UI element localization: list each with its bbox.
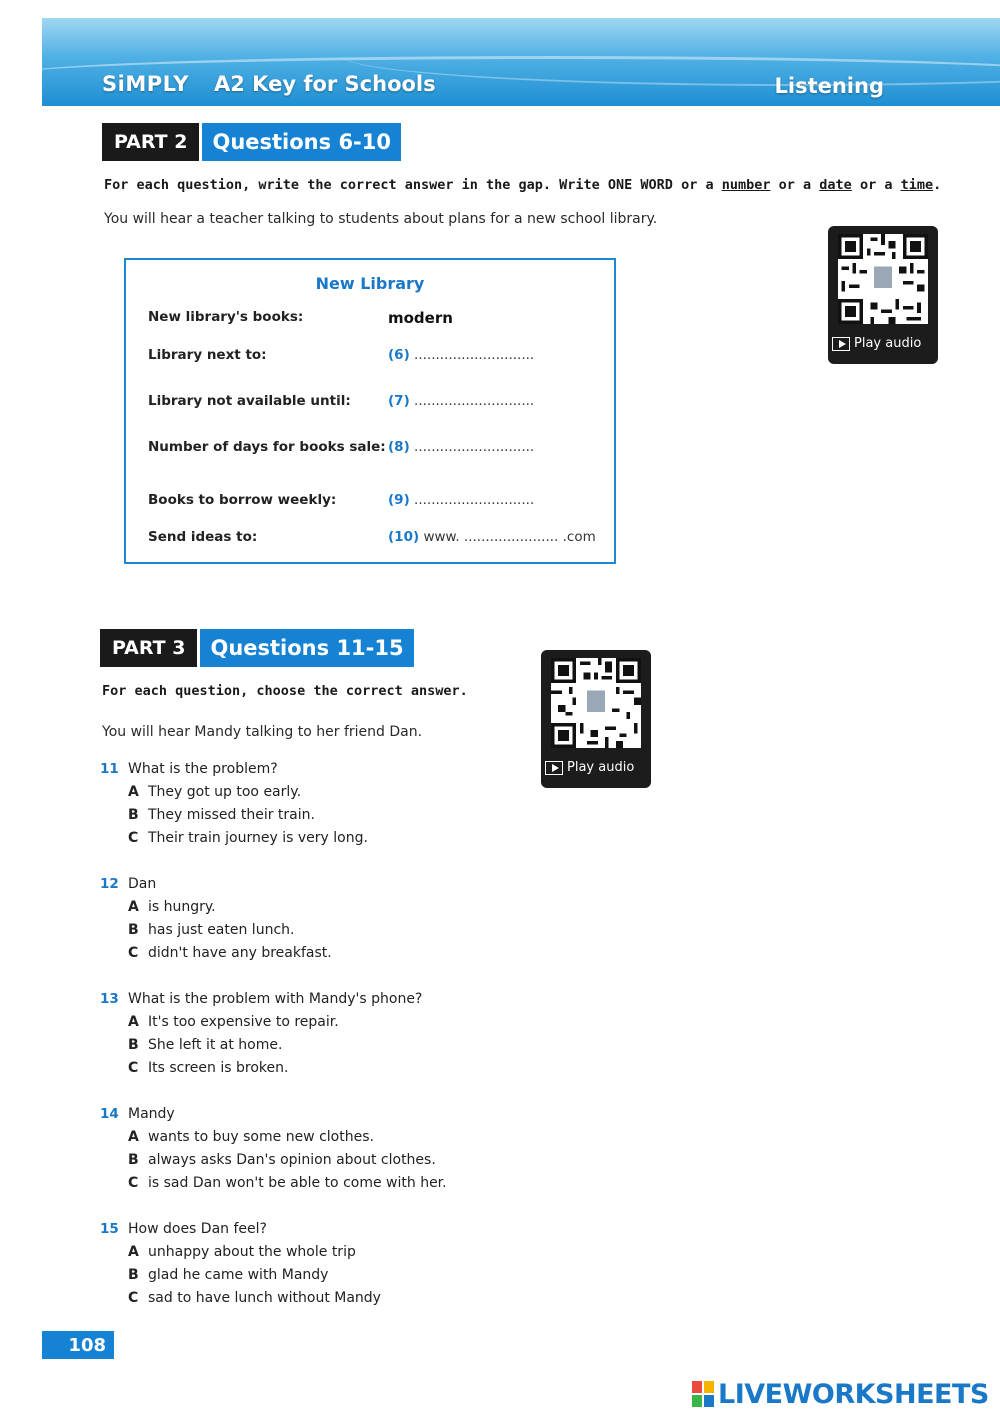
questions-label: Questions 6-10 [199,123,401,161]
instruction-time: time [900,177,934,193]
play-icon [545,761,563,775]
answer-option[interactable] [100,830,520,853]
part2-heading [102,123,401,161]
option-text: Its screen is broken. [148,1060,289,1076]
option-text: glad he came with Mandy [148,1267,329,1283]
option-letter: A [128,1244,139,1260]
question-number: 13 [100,991,119,1007]
option-text: always asks Dan's opinion about clothes. [148,1152,436,1168]
answer-option[interactable] [100,1244,520,1267]
answer-option[interactable] [100,945,520,968]
answer-option[interactable] [100,807,520,830]
qr-code-icon [551,658,641,748]
notes-label: Library not available until: [148,393,351,409]
option-text: wants to buy some new clothes. [148,1129,374,1145]
question-number: 11 [100,761,119,777]
question-number: (8) [388,439,410,455]
question-number: 15 [100,1221,119,1237]
notes-label: Send ideas to: [148,529,258,545]
questions-label: Questions 11-15 [197,629,413,667]
answer-option[interactable] [100,1267,520,1290]
answer-gap[interactable]: ............................ [414,347,535,363]
part3-context: You will hear Mandy talking to her friend Dan. [102,724,423,740]
question-text: What is the problem? [128,761,278,777]
question-text: Mandy [128,1106,175,1122]
notes-label: Library next to: [148,347,267,363]
option-letter: C [128,945,139,961]
option-text: is sad Dan won't be able to come with her. [148,1175,447,1191]
option-text: They missed their train. [148,807,315,823]
answer-option[interactable] [100,1175,520,1198]
notes-row [148,439,608,461]
question-item [100,761,520,853]
question-text: How does Dan feel? [128,1221,267,1237]
answer-option[interactable] [100,899,520,922]
part3-heading [100,629,414,667]
option-text: sad to have lunch without Mandy [148,1290,381,1306]
option-text: They got up too early. [148,784,302,800]
instruction-text: or a [859,177,893,193]
notes-row [148,393,608,415]
book-title: A2 Key for Schools [214,72,436,96]
instruction-text: . [933,177,942,193]
notes-row [148,529,608,551]
option-text: has just eaten lunch. [148,922,295,938]
answer-option[interactable] [100,1014,520,1037]
notes-label: Books to borrow weekly: [148,492,337,508]
part-label: PART 2 [102,123,199,161]
option-letter: C [128,1060,139,1076]
notes-label: Number of days for books sale: [148,439,386,455]
question-number: (9) [388,492,410,508]
play-audio-label: Play audio [567,760,635,775]
option-letter: C [128,1175,139,1191]
option-text: unhappy about the whole trip [148,1244,356,1260]
question-number: 12 [100,876,119,892]
liveworksheets-logo-icon [692,1381,714,1407]
instruction-text: or a [778,177,812,193]
option-text: didn't have any breakfast. [148,945,332,961]
option-letter: C [128,1290,139,1306]
question-item [100,876,520,968]
option-letter: B [128,1037,139,1053]
option-letter: A [128,1014,139,1030]
option-letter: B [128,922,139,938]
instruction-number: number [721,177,771,193]
notes-row [148,492,608,514]
qr-code-icon [838,234,928,324]
question-item [100,1221,520,1313]
play-audio-label: Play audio [854,336,922,351]
option-text: is hungry. [148,899,216,915]
notes-row [148,309,608,331]
page-number: 108 [42,1331,114,1359]
answer-option[interactable] [100,784,520,807]
option-letter: B [128,1267,139,1283]
audio-qr-card[interactable] [828,226,938,364]
option-letter: A [128,899,139,915]
answer-gap[interactable]: www. ...................... .com [423,529,596,545]
part2-context: You will hear a teacher talking to students about plans for a new school library. [104,211,658,227]
part3-instruction: For each question, choose the correct answer. [102,683,468,699]
play-audio-button[interactable] [832,336,921,351]
question-item [100,991,520,1083]
play-icon [832,337,850,351]
option-letter: B [128,807,139,823]
answer-option[interactable] [100,1152,520,1175]
notes-box [124,258,616,564]
question-item [100,1106,520,1198]
option-letter: C [128,830,139,846]
answer-option[interactable] [100,922,520,945]
option-letter: A [128,1129,139,1145]
header-banner [42,18,1000,106]
answer-gap[interactable]: ............................ [414,439,535,455]
option-text: It's too expensive to repair. [148,1014,339,1030]
notes-label: New library's books: [148,309,304,325]
option-text: She left it at home. [148,1037,283,1053]
question-number: (7) [388,393,410,409]
answer-option[interactable] [100,1290,520,1313]
part-label: PART 3 [100,629,197,667]
question-number: (10) [388,529,420,545]
answer-gap[interactable]: ............................ [414,492,535,508]
option-text: Their train journey is very long. [148,830,368,846]
answer-gap[interactable]: ............................ [414,393,535,409]
series-name: SiMPLY [102,72,189,96]
question-text: Dan [128,876,157,892]
answer-option[interactable] [100,1037,520,1060]
answer-option[interactable] [100,1060,520,1083]
question-number: (6) [388,347,410,363]
instruction-date: date [819,177,852,193]
option-letter: B [128,1152,139,1168]
part2-instruction [104,177,941,193]
question-text: What is the problem with Mandy's phone? [128,991,423,1007]
brand-name: LIVEWORKSHEETS [718,1378,989,1410]
audio-qr-card[interactable] [541,650,651,788]
option-letter: A [128,784,139,800]
liveworksheets-brand [692,1377,989,1411]
answer-option[interactable] [100,1129,520,1152]
notes-row [148,347,608,369]
play-audio-button[interactable] [545,760,634,775]
instruction-text: For each question, write the correct answer in the gap. Write ONE WORD or a [104,177,714,193]
example-answer: modern [388,309,453,327]
question-number: 14 [100,1106,119,1122]
section-title: Listening [774,74,884,98]
notes-title: New Library [315,274,425,293]
